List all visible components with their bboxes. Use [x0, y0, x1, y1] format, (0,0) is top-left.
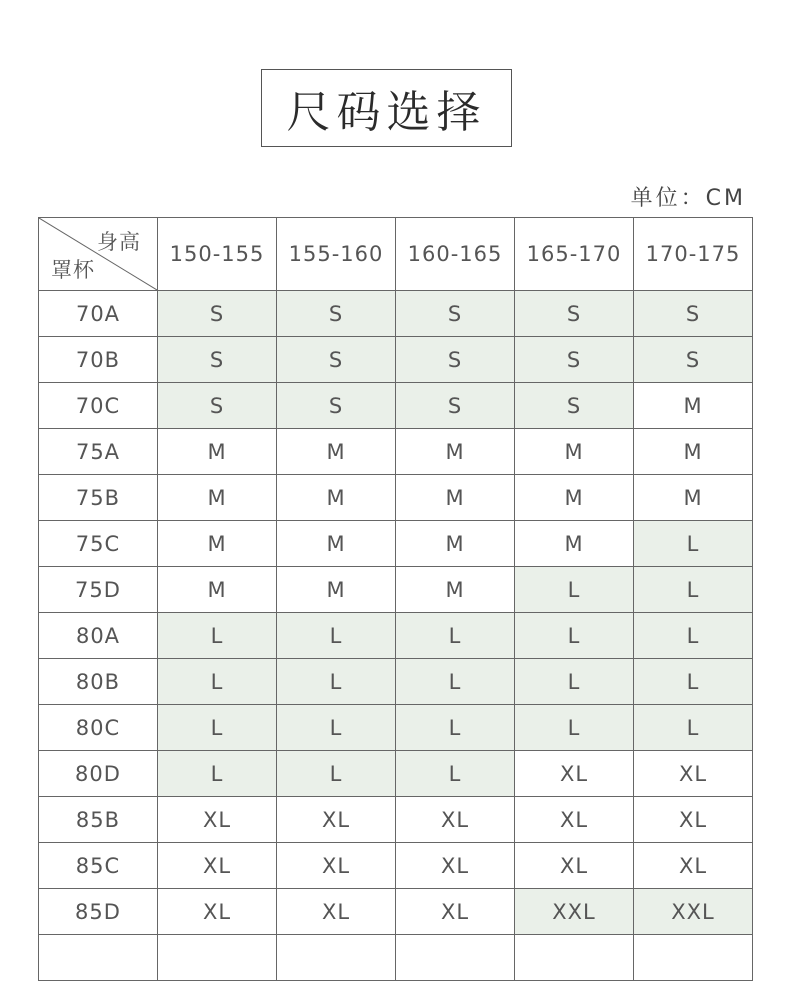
table-row — [39, 889, 753, 935]
size-cell: M — [396, 567, 515, 613]
size-cell: S — [396, 383, 515, 429]
size-cell: XL — [396, 843, 515, 889]
size-cell: S — [515, 291, 634, 337]
size-table — [38, 217, 753, 981]
table-row — [39, 475, 753, 521]
table-row — [39, 797, 753, 843]
size-cell: S — [396, 337, 515, 383]
table-row — [39, 705, 753, 751]
table-row — [39, 429, 753, 475]
table-row — [39, 291, 753, 337]
size-cell: XL — [277, 797, 396, 843]
size-cell: M — [158, 567, 277, 613]
size-cell: XL — [277, 889, 396, 935]
size-cell: L — [515, 659, 634, 705]
empty-cell — [39, 935, 158, 981]
cup-label: 80D — [39, 751, 158, 797]
table-row — [39, 751, 753, 797]
cup-label: 75C — [39, 521, 158, 567]
size-cell: L — [515, 705, 634, 751]
size-cell: L — [277, 705, 396, 751]
size-cell: L — [158, 705, 277, 751]
table-row — [39, 383, 753, 429]
cup-label: 80A — [39, 613, 158, 659]
size-cell: S — [277, 383, 396, 429]
cup-label: 85D — [39, 889, 158, 935]
size-cell: S — [158, 383, 277, 429]
size-cell: M — [158, 521, 277, 567]
table-row — [39, 843, 753, 889]
size-cell: L — [515, 567, 634, 613]
size-cell: S — [634, 337, 753, 383]
size-cell: M — [158, 475, 277, 521]
size-cell: XL — [396, 797, 515, 843]
size-cell: S — [277, 291, 396, 337]
size-cell: L — [277, 751, 396, 797]
height-header: 150-155 — [158, 218, 277, 291]
header-row — [39, 218, 753, 291]
height-header: 165-170 — [515, 218, 634, 291]
size-cell: L — [396, 751, 515, 797]
size-cell: M — [634, 475, 753, 521]
size-cell: XL — [277, 843, 396, 889]
empty-cell — [277, 935, 396, 981]
table-row — [39, 567, 753, 613]
cup-label: 75A — [39, 429, 158, 475]
empty-cell — [396, 935, 515, 981]
cup-label: 70C — [39, 383, 158, 429]
size-cell: S — [515, 383, 634, 429]
size-cell: M — [396, 475, 515, 521]
size-cell: S — [634, 291, 753, 337]
size-cell: M — [634, 383, 753, 429]
size-cell: M — [277, 567, 396, 613]
height-header: 160-165 — [396, 218, 515, 291]
size-cell: L — [277, 659, 396, 705]
cup-label: 70A — [39, 291, 158, 337]
size-cell: L — [396, 659, 515, 705]
size-cell: M — [277, 429, 396, 475]
height-header: 155-160 — [277, 218, 396, 291]
unit-label: 单位：CM — [630, 186, 746, 211]
size-cell: L — [158, 613, 277, 659]
size-cell: L — [396, 613, 515, 659]
size-cell: XL — [515, 843, 634, 889]
size-cell: M — [515, 475, 634, 521]
size-cell: L — [515, 613, 634, 659]
cup-label: 75B — [39, 475, 158, 521]
size-cell: S — [158, 291, 277, 337]
size-cell: L — [634, 705, 753, 751]
size-cell: L — [277, 613, 396, 659]
cup-label: 80C — [39, 705, 158, 751]
table-row — [39, 337, 753, 383]
size-cell: S — [515, 337, 634, 383]
size-cell: XL — [158, 843, 277, 889]
size-cell: L — [158, 751, 277, 797]
page-title: 尺码选择 — [286, 87, 487, 138]
corner-cup-label: 罩杯 — [51, 258, 95, 282]
size-cell: XL — [515, 751, 634, 797]
size-cell: L — [158, 659, 277, 705]
size-cell: M — [634, 429, 753, 475]
table-row — [39, 659, 753, 705]
size-cell: L — [396, 705, 515, 751]
cup-label: 75D — [39, 567, 158, 613]
cup-label: 80B — [39, 659, 158, 705]
size-cell: L — [634, 567, 753, 613]
size-cell: M — [396, 521, 515, 567]
height-header: 170-175 — [634, 218, 753, 291]
size-cell: XL — [634, 843, 753, 889]
size-cell: M — [515, 429, 634, 475]
table-row — [39, 613, 753, 659]
size-cell: XL — [158, 797, 277, 843]
cup-label: 85B — [39, 797, 158, 843]
cup-label: 70B — [39, 337, 158, 383]
size-cell: M — [277, 521, 396, 567]
empty-cell — [158, 935, 277, 981]
size-cell: XXL — [515, 889, 634, 935]
size-cell: S — [396, 291, 515, 337]
size-cell: M — [277, 475, 396, 521]
size-cell: XL — [158, 889, 277, 935]
cup-label: 85C — [39, 843, 158, 889]
size-cell: XL — [515, 797, 634, 843]
size-cell: L — [634, 613, 753, 659]
corner-height-label: 身高 — [97, 230, 141, 254]
size-cell: M — [396, 429, 515, 475]
title-box — [261, 69, 512, 147]
size-cell: XL — [634, 751, 753, 797]
table-row — [39, 521, 753, 567]
size-cell: XL — [396, 889, 515, 935]
corner-header — [39, 218, 158, 291]
size-cell: L — [634, 659, 753, 705]
empty-cell — [634, 935, 753, 981]
size-cell: XL — [634, 797, 753, 843]
size-cell: XXL — [634, 889, 753, 935]
size-cell: S — [277, 337, 396, 383]
size-cell: L — [634, 521, 753, 567]
table-row-partial — [39, 935, 753, 981]
size-cell: S — [158, 337, 277, 383]
size-cell: M — [158, 429, 277, 475]
size-cell: M — [515, 521, 634, 567]
empty-cell — [515, 935, 634, 981]
